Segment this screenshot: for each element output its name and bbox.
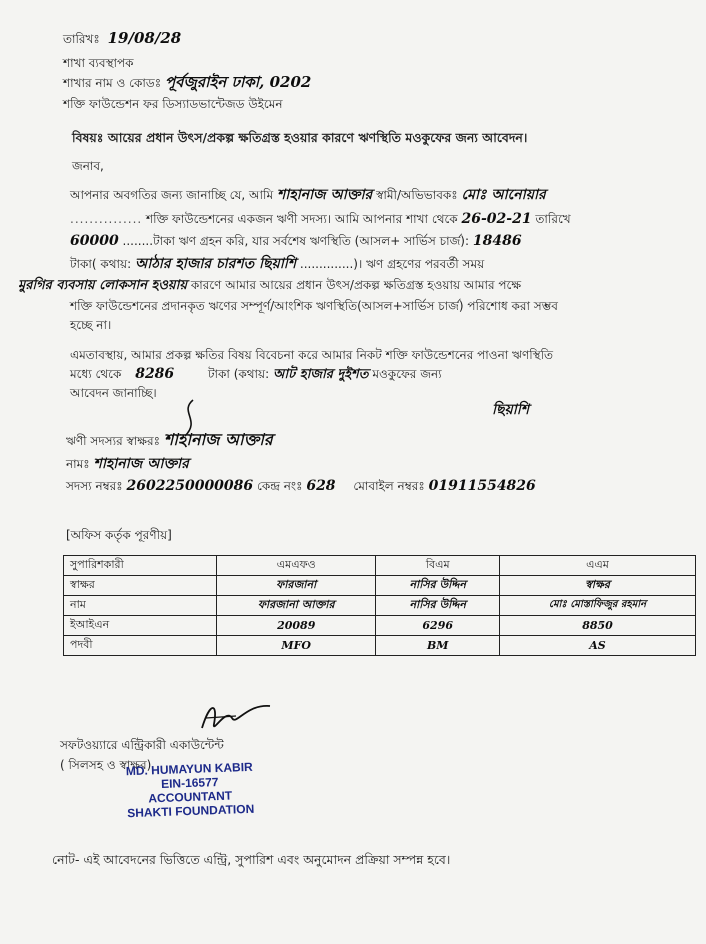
balance-in-words: আঠার হাজার চারশত ছিয়াশি [134,256,297,272]
loan-date: 26-02-21 [461,211,532,227]
row-label: পদবী [64,636,217,656]
table-row [64,636,696,656]
org-name: শক্তি ফাউন্ডেশন ফর ডিস্যাডভান্টেজড উইমেন [63,97,283,111]
waive-in-words: আট হাজার দুইশত [272,367,369,382]
member-signature: শাহানাজ আক্তার [163,430,273,449]
para1-line3: 60000 ........টাকা ঋণ গ্রহন করি, যার সর্বশেষ ঋণস্থিতি (আসল+ সার্ভিস চার্জ): 18486 [70,233,522,249]
table-cell: 6296 [376,616,500,636]
member-name-line: নামঃ শাহানাজ আক্তার [66,456,189,472]
table-row [64,596,696,616]
table-row [64,576,696,596]
row-label: নাম [64,596,217,616]
waive-amount: 8286 [135,366,175,382]
loan-amount: 60000 [70,233,119,249]
member-number-line: সদস্য নম্বরঃ 2602250000086 কেন্দ্র নংঃ 628 মোবাইল নম্বরঃ 01911554826 [66,478,536,494]
para1-line5: মুরগির ব্যবসায় লোকসান হওয়ায় কারণে আমার আয়ের প্রধান উৎস/প্রকল্প ক্ষতিগ্রস্ত হওয়ায় আমার পক্ষে [18,278,522,293]
table-header: বিএম [376,556,500,576]
accountant-stamp: MD. HUMAYUN KABIR EIN-16577 ACCOUNTANT SHAKTI FOUNDATION [125,759,255,821]
mobile-number: 01911554826 [428,478,536,494]
salutation: জনাব, [72,159,104,173]
signature-flourish-icon [175,398,205,438]
para1-line4: টাকা( কথায়: আঠার হাজার চারশত ছিয়াশি ..............)। ঋণ গ্রহণের পরবর্তী সময় [70,256,485,272]
para2-line1: এমতাবস্থায়, আমার প্রকল্প ক্ষতির বিষয় বিবেচনা করে আমার নিকট শক্তি ফাউন্ডেশনের পাওনা ঋণস্থিতি [70,348,554,362]
table-cell: 8850 [500,616,696,636]
para1-line2: ............... শক্তি ফাউন্ডেশনের একজন ঋণী সদস্য। আমি আপনার শাখা থেকে 26-02-21 তারিখে [70,211,571,227]
row-label: ইআইএন [64,616,217,636]
date-line: তারিখঃ 19/08/28 [63,29,182,47]
waive-in-words-cont: ছিয়াশি [492,402,530,418]
table-cell: মোঃ মোস্তাফিজুর রহমান [500,596,696,616]
branch-value: পূর্বজুরাইন ঢাকা, 0202 [164,73,312,91]
loan-balance: 18486 [472,233,522,249]
para1-line6: শক্তি ফাউন্ডেশনের প্রদানকৃত ঋণের সম্পূর্ণ/আংশিক ঋণস্থিতি(আসল+সার্ভিস চার্জ) পরিশোধ করা সম্ভব [70,299,558,313]
member-name: শাহানাজ আক্তার [93,456,189,472]
center-number: 628 [306,478,336,494]
para1-line1: আপনার অবগতির জন্য জানাচ্ছি যে, আমি শাহানাজ আক্তার স্বামী/অভিভাবকঃ মোঃ আনোয়ার [70,187,546,203]
manager-label: শাখা ব্যবস্থাপক [63,56,134,70]
date-value: 19/08/28 [107,29,182,47]
table-cell: BM [376,636,500,656]
para1-line7: হচ্ছে না। [70,318,112,332]
seal-note: ( সিলসহ ও স্বাক্ষর) [60,758,152,772]
para2-line2: মধ্যে থেকে 8286 টাকা (কথায়: আট হাজার দুইশত মওকুফের জন্য [70,366,442,382]
table-cell: নাসির উদ্দিন [376,596,500,616]
para2-line3: আবেদন জানাচ্ছি। [70,386,157,400]
table-cell: ফারজানা [217,576,376,596]
applicant-name: শাহানাজ আক্তার [276,187,373,203]
member-number: 2602250000086 [126,478,254,494]
recommendation-table [63,555,696,656]
table-cell: AS [500,636,696,656]
table-cell: নাসির উদ্দিন [376,576,500,596]
table-cell: 20089 [217,616,376,636]
footer-note: নোট- এই আবেদনের ভিত্তিতে এন্ট্রি, সুপারিশ এবং অনুমোদন প্রক্রিয়া সম্পন্ন হবে। [52,852,451,867]
table-header: সুপারিশকারী [64,556,217,576]
table-cell: ফারজানা আক্তার [217,596,376,616]
table-header-row [64,556,696,576]
table-cell: স্বাক্ষর [500,576,696,596]
table-header: এএম [500,556,696,576]
branch-line: শাখার নাম ও কোডঃ পূর্বজুরাইন ঢাকা, 0202 [63,73,312,91]
table-header: এমএফও [217,556,376,576]
member-sign-line: ঋণী সদস্যর স্বাক্ষরঃ শাহানাজ আক্তার [66,430,273,449]
subject-line: বিষয়ঃ আয়ের প্রধান উৎস/প্রকল্প ক্ষতিগ্রস্ত হওয়ার কারণে ঋণস্থিতি মওকুফের জন্য আবেদন। [72,130,528,145]
guardian-name: মোঃ আনোয়ার [461,187,546,203]
office-use-label: [অফিস কর্তৃক পূরণীয়] [66,528,172,542]
loss-reason: মুরগির ব্যবসায় লোকসান হওয়ায় [18,278,188,293]
table-row [64,616,696,636]
accountant-signature-icon [196,698,276,738]
row-label: স্বাক্ষর [64,576,217,596]
table-cell: MFO [217,636,376,656]
accountant-label: সফটওয়্যারে এন্ট্রিকারী একাউন্টেন্ট [60,738,224,752]
